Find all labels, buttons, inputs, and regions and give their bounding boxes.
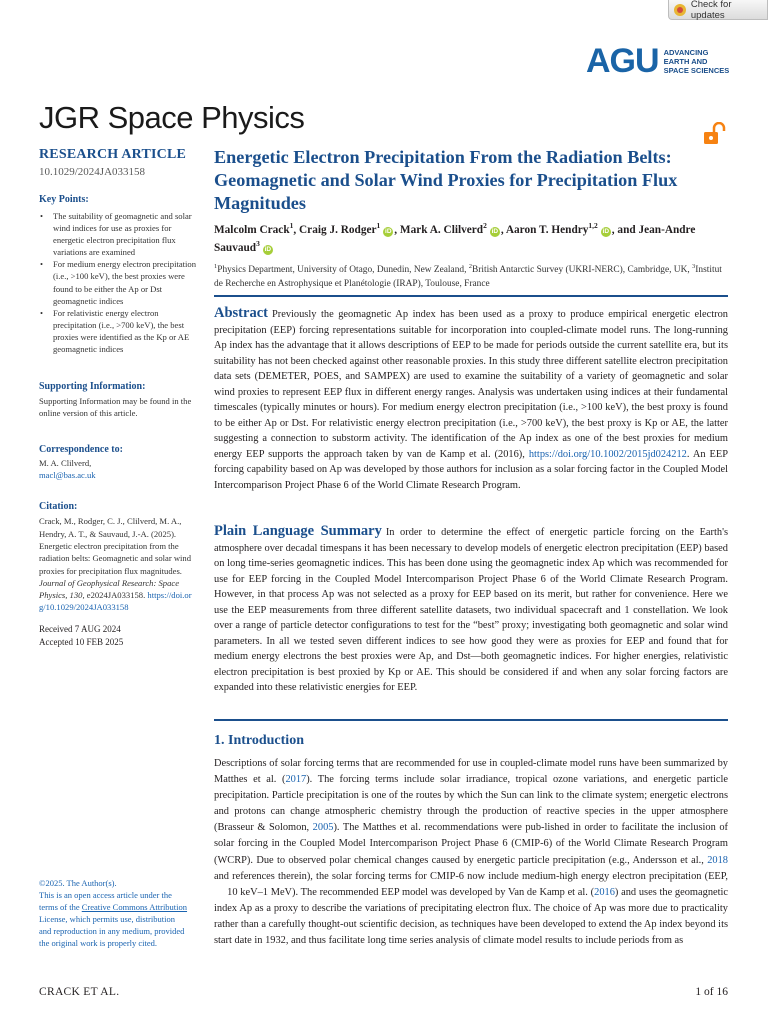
body-text: ) and uses the geomagnetic index Ap as a proxy to describe the variations of precipitating electron flux. The choice of Ap was more due to practicality rather than a carefully thought-out scientific decision, as techniques have been developed to extend the Ap index beyond its start date in 1932, and thus facilitate long time series analysis of climate model results to include periods from as xyxy=(214,886,729,947)
pls-text: In order to determine the effect of energetic particle forcing on the Earth's atmosphere over decadal timespans it has been necessary to develop models of energetic electron precipitation (EEP) based on long time-series geomagnetic indices. This has been done using the geomagnetic index Ap which was recommended for use for EEP forcing in the Coupled Model Intercomparison Project Phase 6 of the World Climate Research Program. However, in that process Ap was not selected as a proxy for EEP based on its merit, but rather for convenience. Here we use the EEP measurements from three different satellite datasets, two individual spacecraft and 1 constellation. We look over a range of particle detector configurations to test for the “best” proxy; investigating both geomagnetic and solar wind parameters. In all we tested seven different indices to see how good they were as proxies for EEP and found that for medium energy electrons the best proxies were Ap, and Dst—both geomagnetic indices. For higher energies, relativistic electron precipitation is best proxied by Kp or AE. This should be considered if and when any solar forcing factors are expanded into these relativistic energies for EEP. xyxy=(214,527,728,694)
author-affiliation-number: 1 xyxy=(376,221,381,230)
author-name: Craig J. Rodger xyxy=(299,223,377,236)
agu-logo-mark: AGU xyxy=(586,42,659,80)
author-name: Malcolm Crack xyxy=(214,223,290,236)
author-name: Mark A. Clilverd xyxy=(399,223,484,236)
agu-logo-line: EARTH AND xyxy=(663,56,708,66)
body-text: ). The Matthes et al. recommendations were pub-lished in order to facilitate the inclusion of solar forcing in the Coupled Model Intercomparison Project Phase 6 (CMIP-6) of the World Climate Research Program (WCRP). Due to observed polar chemical changes caused by energetic particle precipitation (e.g., Andersson et al., xyxy=(214,822,728,866)
abstract-doi-link[interactable]: https://doi.org/10.1002/2015jd024212 xyxy=(528,448,687,460)
author-list: Malcolm Crack$^1$, Craig J. Rodger$^1$iD , Mark A. Clilverd$^2$iD , Aaron T. Hendry$^{1,2}$iD , and Jean-Andre Sauvaud$^3$iD xyxy=(214,221,696,255)
citation-id: e2024JA033158. xyxy=(86,590,146,601)
author-affiliation-number: 1 xyxy=(289,221,294,230)
author-name: Jean-Andre Sauvaud xyxy=(214,223,696,255)
orcid-icon[interactable]: iD xyxy=(602,227,610,235)
citation-text xyxy=(39,515,197,613)
received-date: Received 7 AUG 2024 xyxy=(39,624,121,634)
affiliation-number: 2 xyxy=(468,263,473,270)
key-points-list xyxy=(39,210,197,355)
reference-link[interactable]: 2018 xyxy=(707,854,728,866)
agu-logo-text xyxy=(664,48,730,75)
key-point-item: • For relativistic energy electron precipitation (i.e., >700 keV), the best proxies were identified as the Kp or AE geomagnetic indices xyxy=(39,307,197,355)
affiliation-text: British Antarctic Survey (UKRI-NERC), Cambridge, UK, xyxy=(472,265,693,276)
author-affiliation-number: 1,2 xyxy=(588,221,598,230)
abstract-text: . An EEP forcing capability based on Ap was developed by those authors for inclusion as a solar forcing factor in the Coupled Model Intercomparison Project Phase 6 of the World Climate Research Program. xyxy=(214,448,728,492)
body-text: ). The forcing terms include solar irradiance, tropical ozone variations, and energetic particle precipitation. Particle precipitation is one of the routes by which the Sun can link to the climate system; energetic electrons and protons can change atmospheric chemistry through the production of reactive species in the upper atmosphere (Brasseur & Solomon, xyxy=(214,774,728,834)
body-text: Descriptions of solar forcing terms that are recommended for use in coupled-climate model runs have been summarized by Matthes et al. ( xyxy=(214,758,728,786)
page-number: 1 of 16 xyxy=(695,986,728,998)
affiliation-number: 1 xyxy=(214,263,218,270)
agu-logo-line: SPACE SCIENCES xyxy=(663,65,730,75)
license-text: This is an open access article under the terms of the xyxy=(39,890,172,912)
affiliations xyxy=(214,260,728,291)
check-updates-icon xyxy=(674,4,686,16)
creative-commons-link[interactable]: Creative Commons Attribution xyxy=(81,902,188,912)
supporting-info-heading: Supporting Information: xyxy=(39,381,146,393)
orcid-icon[interactable]: iD xyxy=(385,227,392,235)
affiliation-text: Physics Department, University of Otago, Dunedin, New Zealand, xyxy=(217,265,469,276)
key-points-heading: Key Points: xyxy=(39,194,89,205)
footer-authors: CRACK ET AL. xyxy=(39,986,120,998)
correspondence-name: M. A. Clilverd, xyxy=(39,457,92,468)
supporting-info-text: Supporting Information may be found in the online version of this article. xyxy=(39,396,192,419)
license-text: License, which permits use, distribution and reproduction in any medium, provided the original work is properly cited. xyxy=(39,914,185,948)
license-notice xyxy=(39,877,189,949)
article-dates xyxy=(39,623,123,648)
key-point-item: • The suitability of geomagnetic and solar wind indices for use as proxies for energetic electron precipitation flux variations are examined xyxy=(39,210,197,258)
check-updates-label: Check for updates xyxy=(690,0,732,21)
introduction-text xyxy=(214,756,728,949)
article-title: Energetic Electron Precipitation From the Radiation Belts: Geomagnetic and Solar Wind Proxies for Precipitation Flux Magnitudes xyxy=(214,147,678,213)
abstract-heading: Abstract xyxy=(214,305,268,321)
citation-journal: Journal of Geophysical Research: Space Physics, 130, xyxy=(39,577,180,601)
agu-logo xyxy=(586,42,730,80)
check-for-updates-button[interactable] xyxy=(668,0,768,20)
agu-logo-line: ADVANCING xyxy=(663,47,709,57)
correspondence-heading: Correspondence to: xyxy=(39,443,123,455)
reference-link[interactable]: 2016 xyxy=(594,886,615,898)
reference-link[interactable]: 2005 xyxy=(312,822,334,834)
accepted-date: Accepted 10 FEB 2025 xyxy=(39,636,124,647)
author-affiliation-number: 3 xyxy=(256,239,260,249)
article-type: RESEARCH ARTICLE xyxy=(39,147,187,162)
affiliation-text: Institut de Recherche en Astrophysique et Planétologie (IRAP), Toulouse, France xyxy=(214,265,722,289)
introduction-heading: 1. Introduction xyxy=(214,733,304,748)
section-divider xyxy=(214,295,728,297)
open-access-lock-icon xyxy=(702,122,728,146)
affiliation-number: 3 xyxy=(692,263,696,270)
article-doi[interactable]: 10.1029/2024JA033158 xyxy=(39,166,146,178)
copyright-notice: ©2025. The Author(s). xyxy=(39,878,117,888)
author-name: Aaron T. Hendry xyxy=(505,223,589,236)
reference-link[interactable]: 2017 xyxy=(285,774,307,786)
citation-doi-link[interactable]: https://doi.org/10.1029/2024JA033158 xyxy=(39,590,192,613)
key-point-item: • For medium energy electron precipitation (i.e., >100 keV), the best proxies were found to be either the Ap or Dst geomagnetic indices xyxy=(39,258,197,306)
abstract xyxy=(214,306,728,494)
plain-language-summary xyxy=(214,524,728,696)
orcid-icon[interactable]: iD xyxy=(264,246,272,254)
journal-title: JGR Space Physics xyxy=(39,100,305,135)
sidebar xyxy=(39,146,197,614)
section-divider xyxy=(214,719,728,721)
pls-heading: Plain Language Summary xyxy=(214,523,382,539)
author-affiliation-number: 2 xyxy=(483,221,487,230)
correspondence-email-link[interactable]: macl@bas.ac.uk xyxy=(39,470,96,481)
citation-body: Crack, M., Rodger, C. J., Clilverd, M. A., Hendry, A. T., & Sauvaud, J.-A. (2025). Energetic electron precipitation from the radiation belts: Geomagnetic and solar wind proxies for precipitation flux magnitudes. xyxy=(39,516,192,576)
citation-heading: Citation: xyxy=(39,501,78,513)
orcid-icon[interactable]: iD xyxy=(491,227,499,235)
body-text: and references therein), the solar forcing terms for CMIP-6 now include medium-high energy electron precipitation (EEP, 10 keV–1 MeV). The recommended EEP model was developed by Van de Kamp et al. ( xyxy=(214,870,728,898)
abstract-text: Previously the geomagnetic Ap index has been used as a proxy to produce empirical energetic electron precipitation (EEP) forcing representations suitable for incorporation into coupled-climate model runs. The long-running Ap index has the advantage that it allows descriptions of EEP to be made for periods outside the current satellite era, but its suitability has not been checked against other reasonable proxies. In this study three different satellite electron precipitation data sets (DEMETER, POES, and SAMPEX) are used to examine the suitability of a variety of geomagnetic and solar wind proxies to represent EEP flux in different energy ranges. Analysis was undertaken using indices at their fundamental timescales (typically minutes or hours). For medium energy electron precipitation (i.e., >100 keV), the best proxy is found to be either Ap or Dst. For relativistic energy electron precipitation (i.e., >700 keV), the best proxy is Kp or AE, the latter suggesting a connection to substorm activity. The identification of the Ap index as one of the best proxies for medium energy EEP supports the approach taken by van de Kamp et al. (2016), xyxy=(214,309,728,460)
